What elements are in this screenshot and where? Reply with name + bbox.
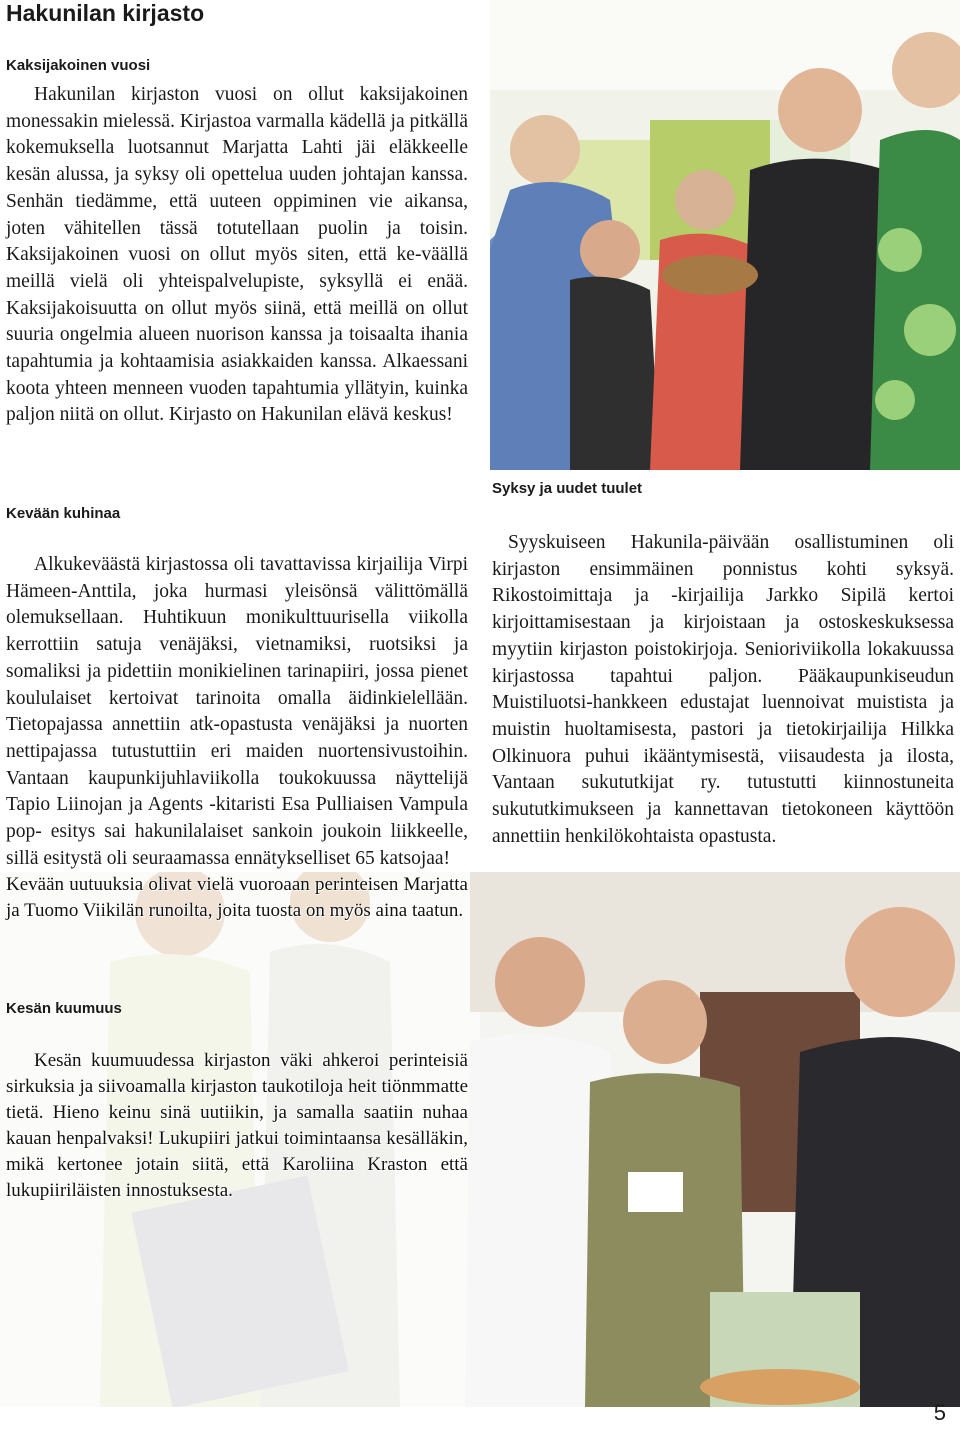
overlay-text-kesan: [6, 1048, 468, 1204]
overlay-text-kevaan-content: Kevään uutuuksia olivat vielä vuoroaan perinteisen Marjatta ja Tuomo Viikilän runoilta, joita tuosta on myös aina taatun.: [6, 874, 468, 921]
overlay-text-kevaan: [6, 872, 468, 924]
section-heading-kaksijakoinen: Kaksijakoinen vuosi: [6, 57, 151, 74]
section-heading-kesan-kuumuus: Kesän kuumuus: [6, 1000, 122, 1017]
section-text-kevaan-kuhinaa: Alkukeväästä kirjastossa oli tavattavissa kirjailija Virpi Hämeen-Anttila, joka hurmasi yleisönsä välittömällä olemuksellaan. Huhtikuun monikulttuurisella viikolla kerrottiin satuja venäjäksi, vietnamiksi, ruotsiksi ja somaliksi ja pidettiin monikielinen tarinapiiri, jossa pienet koululaiset kertoivat tarinoita omalla äidinkielellään. Tietopajassa annettiin atk-opastusta venäjäksi ja nuorten nettipajassa tutustuttiin eri maiden nuortensivustoihin. Vantaan kaupunkijuhlaviikolla toukokuussa näyttelijä Tapio Liinojan ja Agents -kitaristi Esa Pulliaisen Vampula pop- esitys sai hakunilalaiset sankoin joukoin liikkeelle, sillä esitystä oli seuraamassa ennätykselliset 65 katsojaa!: [6, 554, 468, 869]
section-heading-syksy: Syksy ja uudet tuulet: [492, 480, 643, 497]
section-text-syksy: Syyskuiseen Hakunila-päivään osallistuminen oli kirjaston ensimmäinen ponnistus kohti syksyä. Rikostoimittaja ja -kirjailija Jarkko Sipilä kertoi kirjoittamisestaan ja kirjoistaan ja ostoskeskuksessa myytiin kirjaston poistokirjoja. Senioriviikolla lokakuussa kirjastossa tapahtui paljon. Pääkaupunkiseudun Muistiluotsi-hankkeen edustajat luennoivat muistista ja muistin huoltamisesta, pastori ja tietokirjailija Hilkka Olkinuora puhui ikääntymisestä, viisaudesta ja ilosta, Vantaan sukututkijat ry. tutustutti kiinnostuneita sukututkimukseen ja kannettavan tietokoneen käyttöön annettiin henkilökohtaista opastusta.: [492, 532, 954, 847]
section-heading-kevaan-kuhinaa: Kevään kuhinaa: [6, 505, 121, 522]
overlay-text-kesan-content: Kesän kuumuudessa kirjaston väki ahkeroi perinteisiä sirkuksia ja siivoamalla kirjaston taukotiloja heit tiönmmatte tietä. Hieno keinu sinä uutiikin, ja samalla saatiin nuhaa kauan henpalvaksi! Lukupiiri jatkui toimintaansa kesälläkin, mikä kertonee jotain siitä, että Karoliina Kraston että lukupiiriläisten innostuksesta.: [6, 1050, 468, 1201]
photo-staff-gathering: [490, 0, 960, 470]
section-text-kaksijakoinen: Hakunilan kirjaston vuosi on ollut kaksijakoinen monessakin mielessä. Kirjastoa varmalla kädellä ja pitkällä kokemuksella luotsannut Marjatta Lahti jäi eläkkeelle kesän alussa, ja syksy oli opettelua uuden johtajan kanssa. Senhän tiedämme, että uuteen oppiminen vie aikansa, joten vähitellen tässä totutellaan puolin ja toisin. Kaksijakoinen vuosi on ollut myös siten, että ke-väällä meillä vielä oli yhteispalvelupiste, syksyllä ei enää. Kaksijakoisuutta on ollut myös siinä, että meillä on ollut suuria ongelmia alueen nuorison kanssa ja toisaalta ihania tapahtumia ja kohtaamisia asiakkaiden kanssa. Alkaessani koota yhteen menneen vuoden tapahtumia yllätyin, kuinka paljon niitä on ollut. Kirjasto on Hakunilan elävä keskus!: [6, 84, 468, 426]
page-title: Hakunilan kirjasto: [6, 0, 205, 26]
page-number: 5: [933, 1400, 946, 1425]
